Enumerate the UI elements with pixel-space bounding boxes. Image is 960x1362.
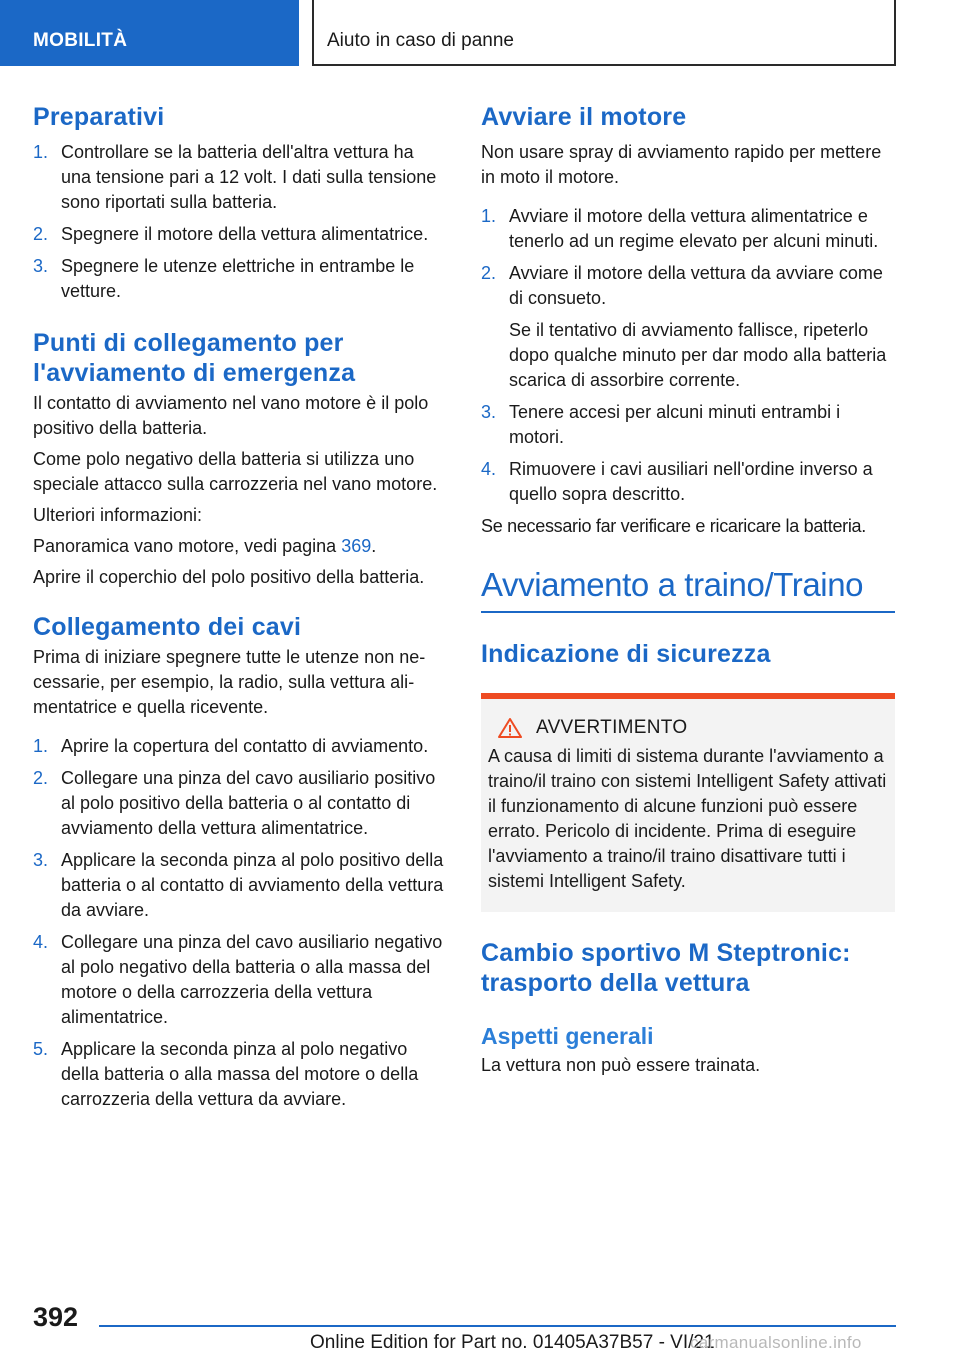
list-item: 2. Spegnere il motore della vettura alimentatrice. xyxy=(33,224,429,244)
heading-collegamento: Collegamento dei cavi xyxy=(33,613,302,641)
left-column xyxy=(33,102,447,1112)
paragraph: Panoramica vano motore, vedi pagina 369. xyxy=(33,536,377,556)
warning-text: A causa di limiti di sistema durante l'avviamento a traino/il traino con sistemi Intelligent Safety attivati il funzionamento di alcune funzioni può essere errato. Pericolo di incidente. Prima di eseguire l'avviamento a traino/il traino disattivare tutti i sistemi Intelligent Safety. xyxy=(488,746,887,891)
avviare-list xyxy=(481,204,895,311)
paragraph: Il contatto di avviamento nel vano motore è il polo positivo della batteria. xyxy=(33,393,429,438)
heading-punti: Punti di collegamento per l'avviamento di emergenza xyxy=(33,329,356,387)
list-item: 1. Aprire la copertura del contatto di avviamento. xyxy=(33,736,429,756)
list-item: 3. Spegnere le utenze elettriche in entrambe le vetture. xyxy=(33,256,415,301)
heading-cambio: Cambio sportivo M Steptronic: trasporto della vettura xyxy=(481,939,851,997)
warning-triangle-icon xyxy=(498,717,522,739)
paragraph: Come polo negativo della batteria si utilizza uno speciale attacco sulla carrozzeria nel vano motore. xyxy=(33,449,438,494)
right-column xyxy=(481,102,895,1078)
watermark: carmanualsonline.info xyxy=(690,1333,862,1352)
footer-edition: Online Edition for Part no. 01405A37B57 - VI/21 xyxy=(310,1332,715,1353)
page-number: 392 xyxy=(33,1302,79,1332)
list-item: 2. Collegare una pinza del cavo ausiliario positivo al polo positivo della batteria o al contatto di avviamento della vettura alimentatrice. xyxy=(33,768,436,838)
preparativi-list xyxy=(33,140,447,304)
paragraph: Aprire il coperchio del polo positivo della batteria. xyxy=(33,567,425,587)
header-chapter: Aiuto in caso di panne xyxy=(312,0,896,66)
paragraph: Prima di iniziare spegnere tutte le utenze non necessarie, per esempio, la radio, sulla vettura alimentatrice e quella ricevente. xyxy=(33,647,426,717)
warning-box xyxy=(481,693,895,912)
paragraph: Ulteriori informazioni: xyxy=(33,505,203,525)
list-item: 4. Rimuovere i cavi ausiliari nell'ordine inverso a quello sopra descritto. xyxy=(481,459,873,504)
list-item-extra: Se il tentativo di avviamento fallisce, ripeterlo dopo qualche minuto per dar modo alla batteria scarica di assorbire corrente. xyxy=(509,320,887,390)
heading-aspetti: Aspetti generali xyxy=(481,1023,654,1049)
list-item: 5. Applicare la seconda pinza al polo negativo della batteria o alla massa del motore o della carrozzeria della vettura da avviare. xyxy=(33,1039,419,1109)
list-item: 1. Controllare se la batteria dell'altra vettura ha una tensione pari a 12 volt. I dati sulla tensione sono riportati sulla batteria. xyxy=(33,142,437,212)
list-item: 3. Tenere accesi per alcuni minuti entrambi i motori. xyxy=(481,402,841,447)
paragraph: Non usare spray di avviamento rapido per mettere in moto il motore. xyxy=(481,142,882,187)
warning-title: AVVERTIMENTO xyxy=(488,715,888,740)
collegamento-list xyxy=(33,734,447,1112)
header-section: MOBILITÀ xyxy=(0,0,299,66)
list-item: 3. Applicare la seconda pinza al polo positivo della batteria o al contatto di avviamento della vettura da avviare. xyxy=(33,850,444,920)
list-item: 1. Avviare il motore della vettura alimentatrice e tenerlo ad un regime elevato per alcuni minuti. xyxy=(481,206,879,251)
heading-avviare: Avviare il motore xyxy=(481,103,687,131)
list-item: 2. Avviare il motore della vettura da avviare come di consueto. xyxy=(481,263,883,308)
paragraph: Se necessario far verificare e ricaricare la batteria. xyxy=(481,516,866,536)
page-link[interactable]: 369 xyxy=(341,536,372,556)
footer-divider xyxy=(99,1325,896,1327)
heading-traino: Avviamento a traino/Traino xyxy=(481,565,895,613)
avviare-list-cont xyxy=(481,400,895,507)
list-item: 4. Collegare una pinza del cavo ausiliario negativo al polo negativo della batteria o alla massa del motore o della carrozzeria della vettura alimentatrice. xyxy=(33,932,443,1027)
heading-sicurezza: Indicazione di sicurezza xyxy=(481,640,771,668)
heading-preparativi: Preparativi xyxy=(33,103,165,131)
paragraph: La vettura non può essere trainata. xyxy=(481,1055,761,1075)
